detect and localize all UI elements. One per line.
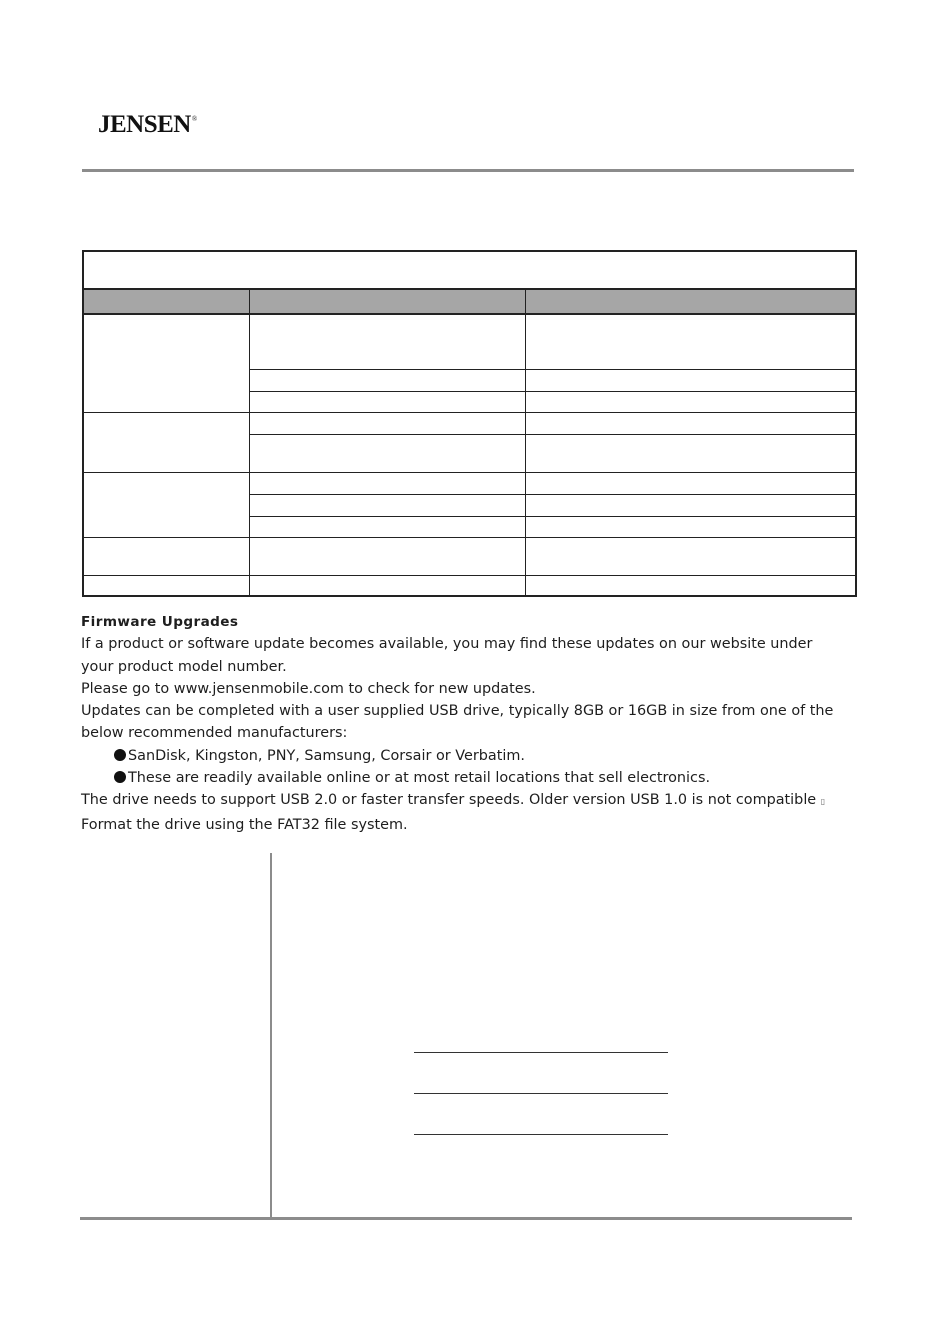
- specifications-table: [82, 250, 857, 597]
- table-title-row: [84, 252, 855, 288]
- blank-line: [414, 1134, 668, 1135]
- column-divider-1: [249, 288, 250, 597]
- bullet-item: [81, 767, 851, 789]
- logo-text: JENSEN: [98, 111, 191, 138]
- row-line: [249, 434, 857, 435]
- row-line: [249, 391, 857, 392]
- bullet-icon: [114, 749, 126, 761]
- paragraph: Updates can be completed with a user supplied USB drive, typically 8GB or 16GB in size from one of the: [81, 703, 834, 720]
- column-divider-2: [525, 288, 526, 597]
- missing-glyph: ▯: [820, 797, 826, 807]
- jensen-logo: [98, 112, 197, 137]
- firmware-heading: Firmware Upgrades: [81, 614, 239, 630]
- bullet-text: These are readily available online or at most retail locations that sell electronics.: [128, 770, 711, 787]
- usb-requirement-text: The drive needs to support USB 2.0 or faster transfer speeds. Older version USB 1.0 is not compatible: [81, 792, 817, 809]
- group-line: [84, 412, 857, 413]
- blank-line: [414, 1093, 668, 1094]
- header-rule: [82, 169, 854, 172]
- group-line: [84, 575, 857, 576]
- paragraph: Format the drive using the FAT32 file system.: [81, 816, 408, 833]
- row-line: [249, 369, 857, 370]
- table-header-row: [84, 288, 855, 315]
- paragraph: If a product or software update becomes available, you may find these updates on our website under: [81, 636, 813, 653]
- bullet-item: [81, 745, 851, 767]
- group-line: [84, 472, 857, 473]
- row-line: [249, 516, 857, 517]
- paragraph: [81, 789, 851, 813]
- registered-mark: ®: [191, 115, 197, 123]
- paragraph: your product model number.: [81, 658, 287, 675]
- firmware-section: [81, 611, 851, 836]
- bullet-text: SanDisk, Kingston, PNY, Samsung, Corsair or Verbatim.: [128, 747, 525, 764]
- row-line: [249, 494, 857, 495]
- paragraph: below recommended manufacturers:: [81, 725, 348, 742]
- vertical-divider: [270, 853, 272, 1219]
- footer-rule: [80, 1217, 852, 1220]
- bullet-icon: [114, 771, 126, 783]
- website-paragraph: Please go to www.jensenmobile.com to check for new updates.: [81, 680, 536, 697]
- blank-line: [414, 1052, 668, 1053]
- group-line: [84, 537, 857, 538]
